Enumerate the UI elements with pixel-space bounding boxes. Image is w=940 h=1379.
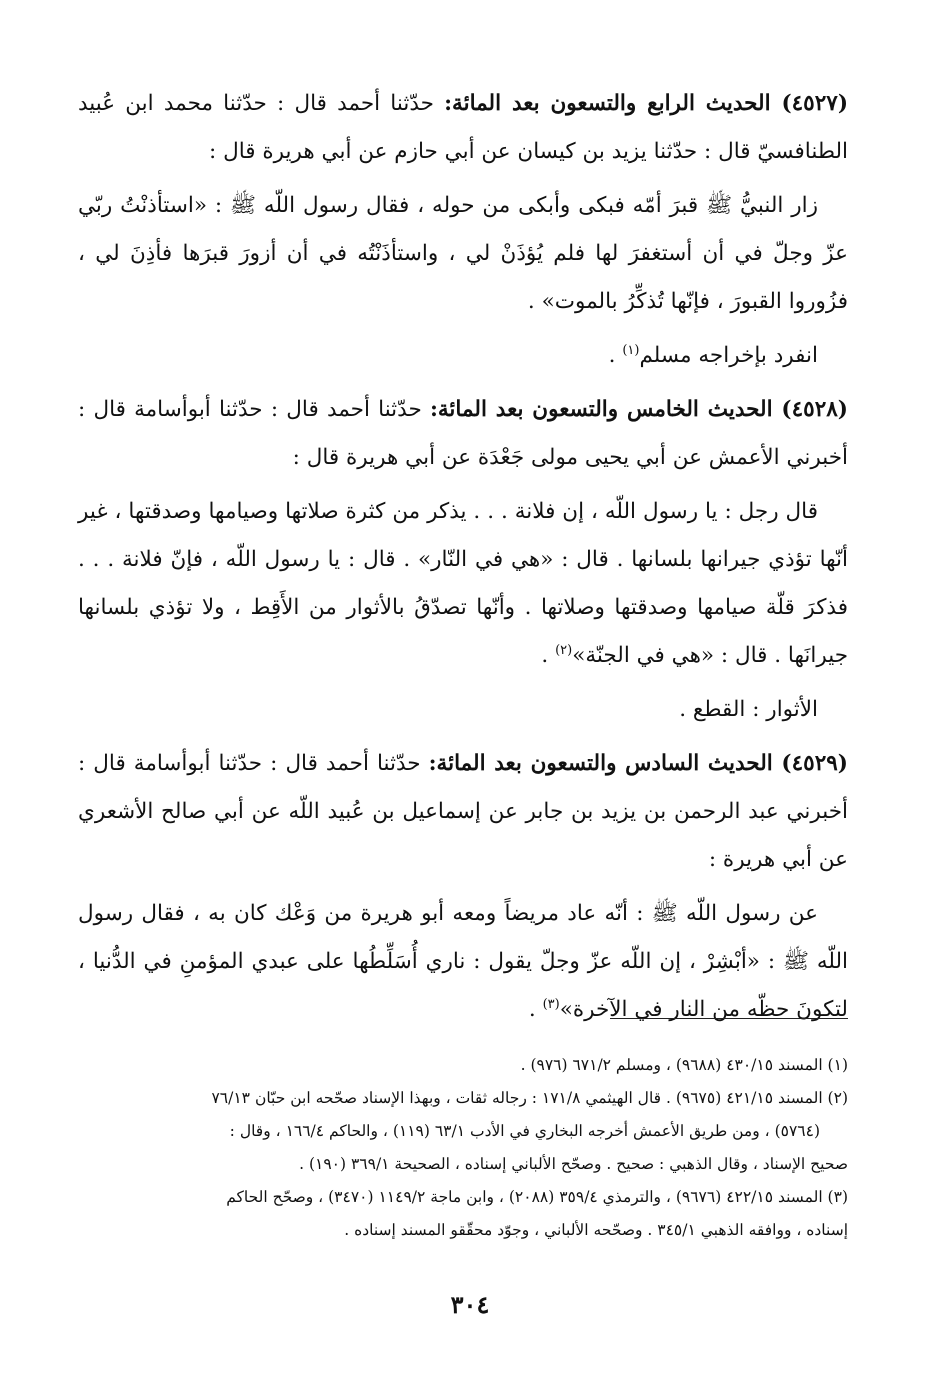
matn-text xyxy=(78,488,848,680)
note-end: . xyxy=(608,343,623,368)
hadith-title: (٤٥٢٩) الحديث السادس والتسعون بعد المائة: xyxy=(428,751,848,776)
footnote-continuation: (٥٧٦٤) ، ومن طريق الأعمش أخرجه البخاري في الأدب ٦٣/١ (١١٩) ، والحاكم ١٦٦/٤ ، وقال : xyxy=(229,1122,820,1140)
footnote-ref[interactable]: (١) xyxy=(622,342,640,358)
isnad-text: ابن عُبيد الطنافسيّ قال : حدّثنا يزيد بن كيسان عن أبي حازم عن أبي هريرة قال : xyxy=(78,91,848,164)
main-text xyxy=(78,80,848,1034)
isnad-text: أبوأسامة قال : أخبرني عبد الرحمن بن يزيد بن جابر عن إسماعيل بن عُبيد اللّه عن xyxy=(78,751,848,824)
footnote: (٢) المسند ٤٢١/١٥ (٩٦٧٥) . قال الهيثمي ١٧١/٨ : رجاله ثقات ، وبهذا الإسناد صحّحه ابن حبّان ٧٦/١٣ xyxy=(211,1089,848,1107)
note-text: انفرد بإخراجه مسلم xyxy=(639,343,818,368)
footnote-divider xyxy=(610,1018,848,1019)
hadith-4529 xyxy=(78,740,848,1034)
footnotes xyxy=(78,1050,848,1248)
isnad-text: حدّثنا أحمد قال : حدّثنا محمد xyxy=(163,91,434,116)
takhrij-note xyxy=(78,332,848,380)
isnad-text: أبي صالح الأشعري عن أبي هريرة : xyxy=(78,799,848,872)
matn-end: . xyxy=(528,997,543,1022)
isnad-text: حدّثنا أحمد قال : حدّثنا xyxy=(218,751,421,776)
footnote-continuation: صحيح الإسناد ، وقال الذهبي : صحيح . وصحّح الألباني إسناده ، الصحيحة ٣٦٩/١ (١٩٠) . xyxy=(299,1155,848,1173)
hadith-4527 xyxy=(78,80,848,380)
footnote-continuation: إسناده ، ووافقه الذهبي ٣٤٥/١ . وصحّحه الألباني ، وجوّد محقّقو المسند إسناده . xyxy=(344,1221,848,1239)
isnad-text: حدّثنا أحمد قال : حدّثنا xyxy=(219,397,422,422)
hadith-title: (٤٥٢٨) الحديث الخامس والتسعون بعد المائة: xyxy=(429,397,848,422)
matn-body: عن رسول اللّه ﷺ : أنّه عاد مريضاً ومعه أبو هريرة من وَعْك كان به ، فقال رسول اللّه ﷺ : «أبْشِرْ ، إن اللّه عزّ وجلّ يقول : ناري أُسَلِّطُها على عبدي المؤمنِ في الدُّنيا ، لتكونَ حظّه من النار في الآخرة» xyxy=(78,901,848,1022)
isnad-text: أبوأسامة قال : أخبرني الأعمش عن أبي يحيى مولى جَعْدَة عن أبي هريرة قال : xyxy=(78,397,848,470)
footnote: (٣) المسند ٤٢٢/١٥ (٩٦٧٦) ، والترمذي ٣٥٩/٤ (٢٠٨٨) ، وابن ماجة ١١٤٩/٢ (٣٤٧٠) ، وصحّح الحاكم xyxy=(226,1188,848,1206)
matn-text xyxy=(78,890,848,1034)
matn-body: قال رجل : يا رسول اللّه ، إن فلانة . . . يذكر من كثرة صلاتها وصيامها وصدقتها ، غير أنّها تؤذي جيرانها بلسانها . قال : «هي في النّار» . قال : يا رسول اللّه ، فإنّ فلانة . . . فذكرَ قلّة صيامها وصدقتها وصلاتها . وأنّها تصدّقُ بالأثوار من الأَقِط ، ولا تؤذي بلسانها جيرانَها . قال : «هي في الجنّة» xyxy=(78,499,848,668)
hadith-header xyxy=(78,386,848,482)
matn-text: زار النبيُّ ﷺ قبرَ أمّه فبكى وأبكى من حوله ، فقال رسول اللّه ﷺ : «استأذنْتُ ربّي عزّ وجلّ في أن أستغفرَ لها فلم يُؤذَنْ لي ، واستأذَنْتُه في أن أزورَ قبرَها فأذِنَ لي ، فزُوروا القبورَ ، فإنّها تُذكِّرُ بالموت» . xyxy=(78,193,848,314)
hadith-header xyxy=(78,80,848,176)
matn-end: . xyxy=(541,643,556,668)
page-number: ٣٠٤ xyxy=(450,1290,490,1319)
footnote: (١) المسند ٤٣٠/١٥ (٩٦٨٨) ، ومسلم ٦٧١/٢ (٩٧٦) . xyxy=(520,1056,848,1074)
footnote-ref[interactable]: (٣) xyxy=(542,996,560,1012)
footnote-ref[interactable]: (٢) xyxy=(555,642,573,658)
hadith-title: (٤٥٢٧) الحديث الرابع والتسعون بعد المائة: xyxy=(444,91,849,116)
hadith-header xyxy=(78,740,848,884)
hadith-4528 xyxy=(78,386,848,734)
gloss-note: الأثوار : القطع . xyxy=(679,697,818,722)
